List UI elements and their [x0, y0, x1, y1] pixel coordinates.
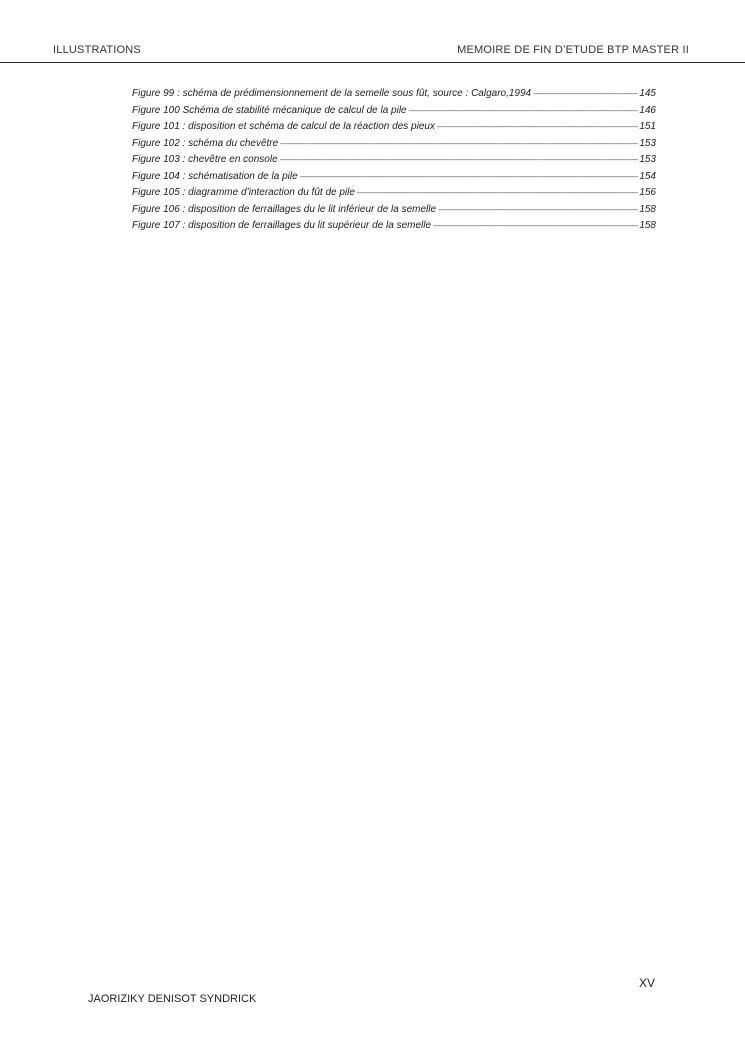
- toc-entry-page: 153: [639, 137, 656, 149]
- header-section-title: ILLUSTRATIONS: [53, 44, 141, 56]
- toc-entry-title: Figure 100 Schéma de stabilité mécanique de calcul de la pile: [132, 104, 407, 116]
- toc-leader: [533, 91, 638, 98]
- toc-entry-title: Figure 99 : schéma de prédimensionnement de la semelle sous fût, source : Calgaro,1994: [132, 88, 532, 99]
- toc-entry-title: Figure 101 : disposition et schéma de calcul de la réaction des pieux: [132, 121, 435, 132]
- toc-leader: [357, 190, 638, 197]
- toc-entry-page: 158: [639, 220, 656, 231]
- page-number: XV: [638, 976, 655, 990]
- toc-leader: [300, 174, 639, 181]
- header-document-title: MEMOIRE DE FIN D’ETUDE BTP MASTER II: [457, 44, 689, 56]
- toc-entry-title: Figure 106 : disposition de ferraillages du le lit inférieur de la semelle: [132, 203, 437, 215]
- toc-entry-title: Figure 103 : chevêtre en console: [132, 154, 278, 165]
- toc-entry-page: 156: [639, 187, 656, 198]
- toc-entry-title: Figure 107 : disposition de ferraillages du lit supérieur de la semelle: [132, 220, 432, 231]
- toc-entry[interactable]: [132, 171, 656, 188]
- toc-leader: [280, 141, 638, 148]
- toc-entry-page: 151: [639, 121, 656, 132]
- toc-entry[interactable]: [132, 187, 656, 204]
- toc-entry-page: 153: [639, 154, 656, 165]
- toc-entry-title: Figure 104 : schématisation de la pile: [132, 170, 298, 182]
- toc-entry-title: Figure 105 : diagramme d’interaction du fût de pile: [132, 187, 355, 198]
- toc-entry[interactable]: [132, 121, 656, 138]
- footer-author: JAORIZIKY DENISOT SYNDRICK: [88, 993, 257, 1005]
- toc-entry-page: 146: [639, 104, 656, 116]
- table-of-figures: [132, 88, 656, 237]
- toc-entry-title: Figure 102 : schéma du chevêtre: [132, 137, 279, 149]
- toc-leader: [280, 157, 639, 164]
- toc-entry[interactable]: [132, 204, 656, 221]
- toc-entry[interactable]: [132, 154, 656, 171]
- toc-entry[interactable]: [132, 105, 656, 122]
- toc-entry[interactable]: [132, 138, 656, 155]
- toc-entry-page: 154: [639, 170, 656, 182]
- toc-entry[interactable]: [132, 88, 656, 105]
- page-header: [0, 0, 745, 63]
- toc-leader: [437, 124, 638, 131]
- toc-entry-page: 158: [639, 203, 656, 215]
- toc-leader: [438, 207, 638, 214]
- toc-leader: [409, 108, 639, 115]
- toc-entry-page: 145: [639, 88, 656, 99]
- toc-leader: [433, 223, 638, 230]
- toc-entry[interactable]: [132, 220, 656, 237]
